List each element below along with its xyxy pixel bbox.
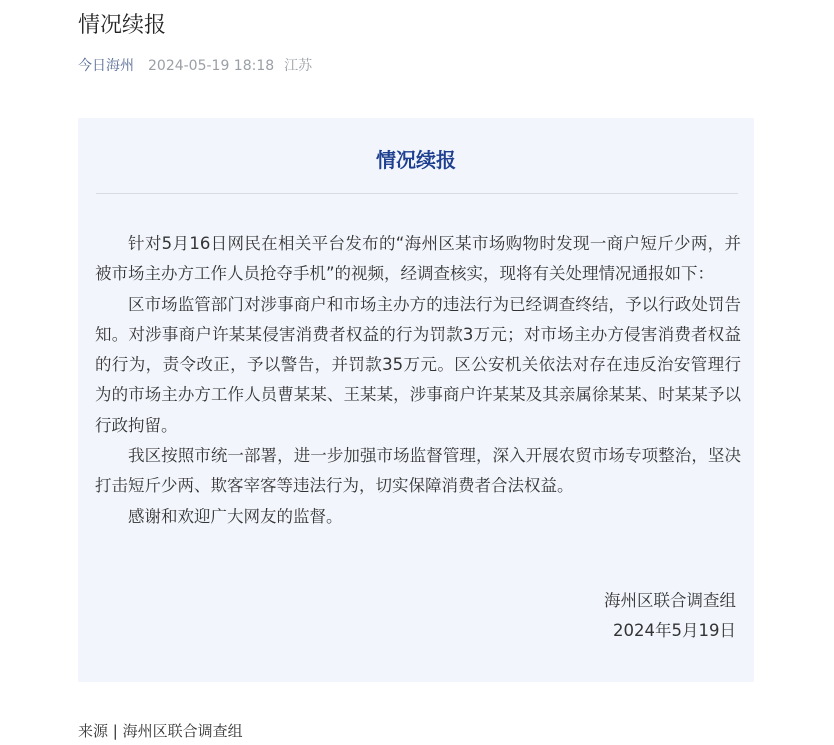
- publish-datetime: 2024-05-19 18:18: [148, 58, 275, 74]
- article-meta: [78, 56, 312, 76]
- article-title: 情况续报: [78, 13, 167, 38]
- notice-paragraph: 针对5月16日网民在相关平台发布的“海州区某市场购物时发现一商户短斤少两，并被市场主办方工作人员抢夺手机”的视频，经调查核实，现将有关处理情况通报如下：: [95, 234, 741, 284]
- publish-location: 江苏: [284, 58, 313, 74]
- notice-body: [95, 229, 741, 532]
- notice-divider: [96, 193, 738, 194]
- notice-paragraph: 区市场监管部门对涉事商户和市场主办方的违法行为已经调查终结，予以行政处罚告知。对涉事商户许某某侵害消费者权益的行为罚款3万元；对市场主办方侵害消费者权益的行为，责令改正，予以警告，并罚款35万元。区公安机关依法对存在违反治安管理行为的市场主办方工作人员曹某某、王某某，涉事商户许某某及其亲属徐某某、时某某予以行政拘留。: [95, 294, 741, 435]
- article-source: 来源 | 海州区联合调查组: [78, 722, 243, 740]
- notice-image: [78, 118, 754, 682]
- notice-signature: [604, 586, 736, 646]
- notice-paragraph: 感谢和欢迎广大网友的监督。: [128, 506, 343, 526]
- signature-date: 2024年5月19日: [613, 621, 736, 640]
- notice-title: 情况续报: [376, 148, 456, 172]
- signature-org: 海州区联合调查组: [604, 591, 736, 610]
- notice-paragraph: 我区按照市统一部署，进一步加强市场监督管理，深入开展农贸市场专项整治，坚决打击短斤少两、欺客宰客等违法行为，切实保障消费者合法权益。: [95, 446, 741, 496]
- account-name-link[interactable]: 今日海州: [78, 58, 134, 74]
